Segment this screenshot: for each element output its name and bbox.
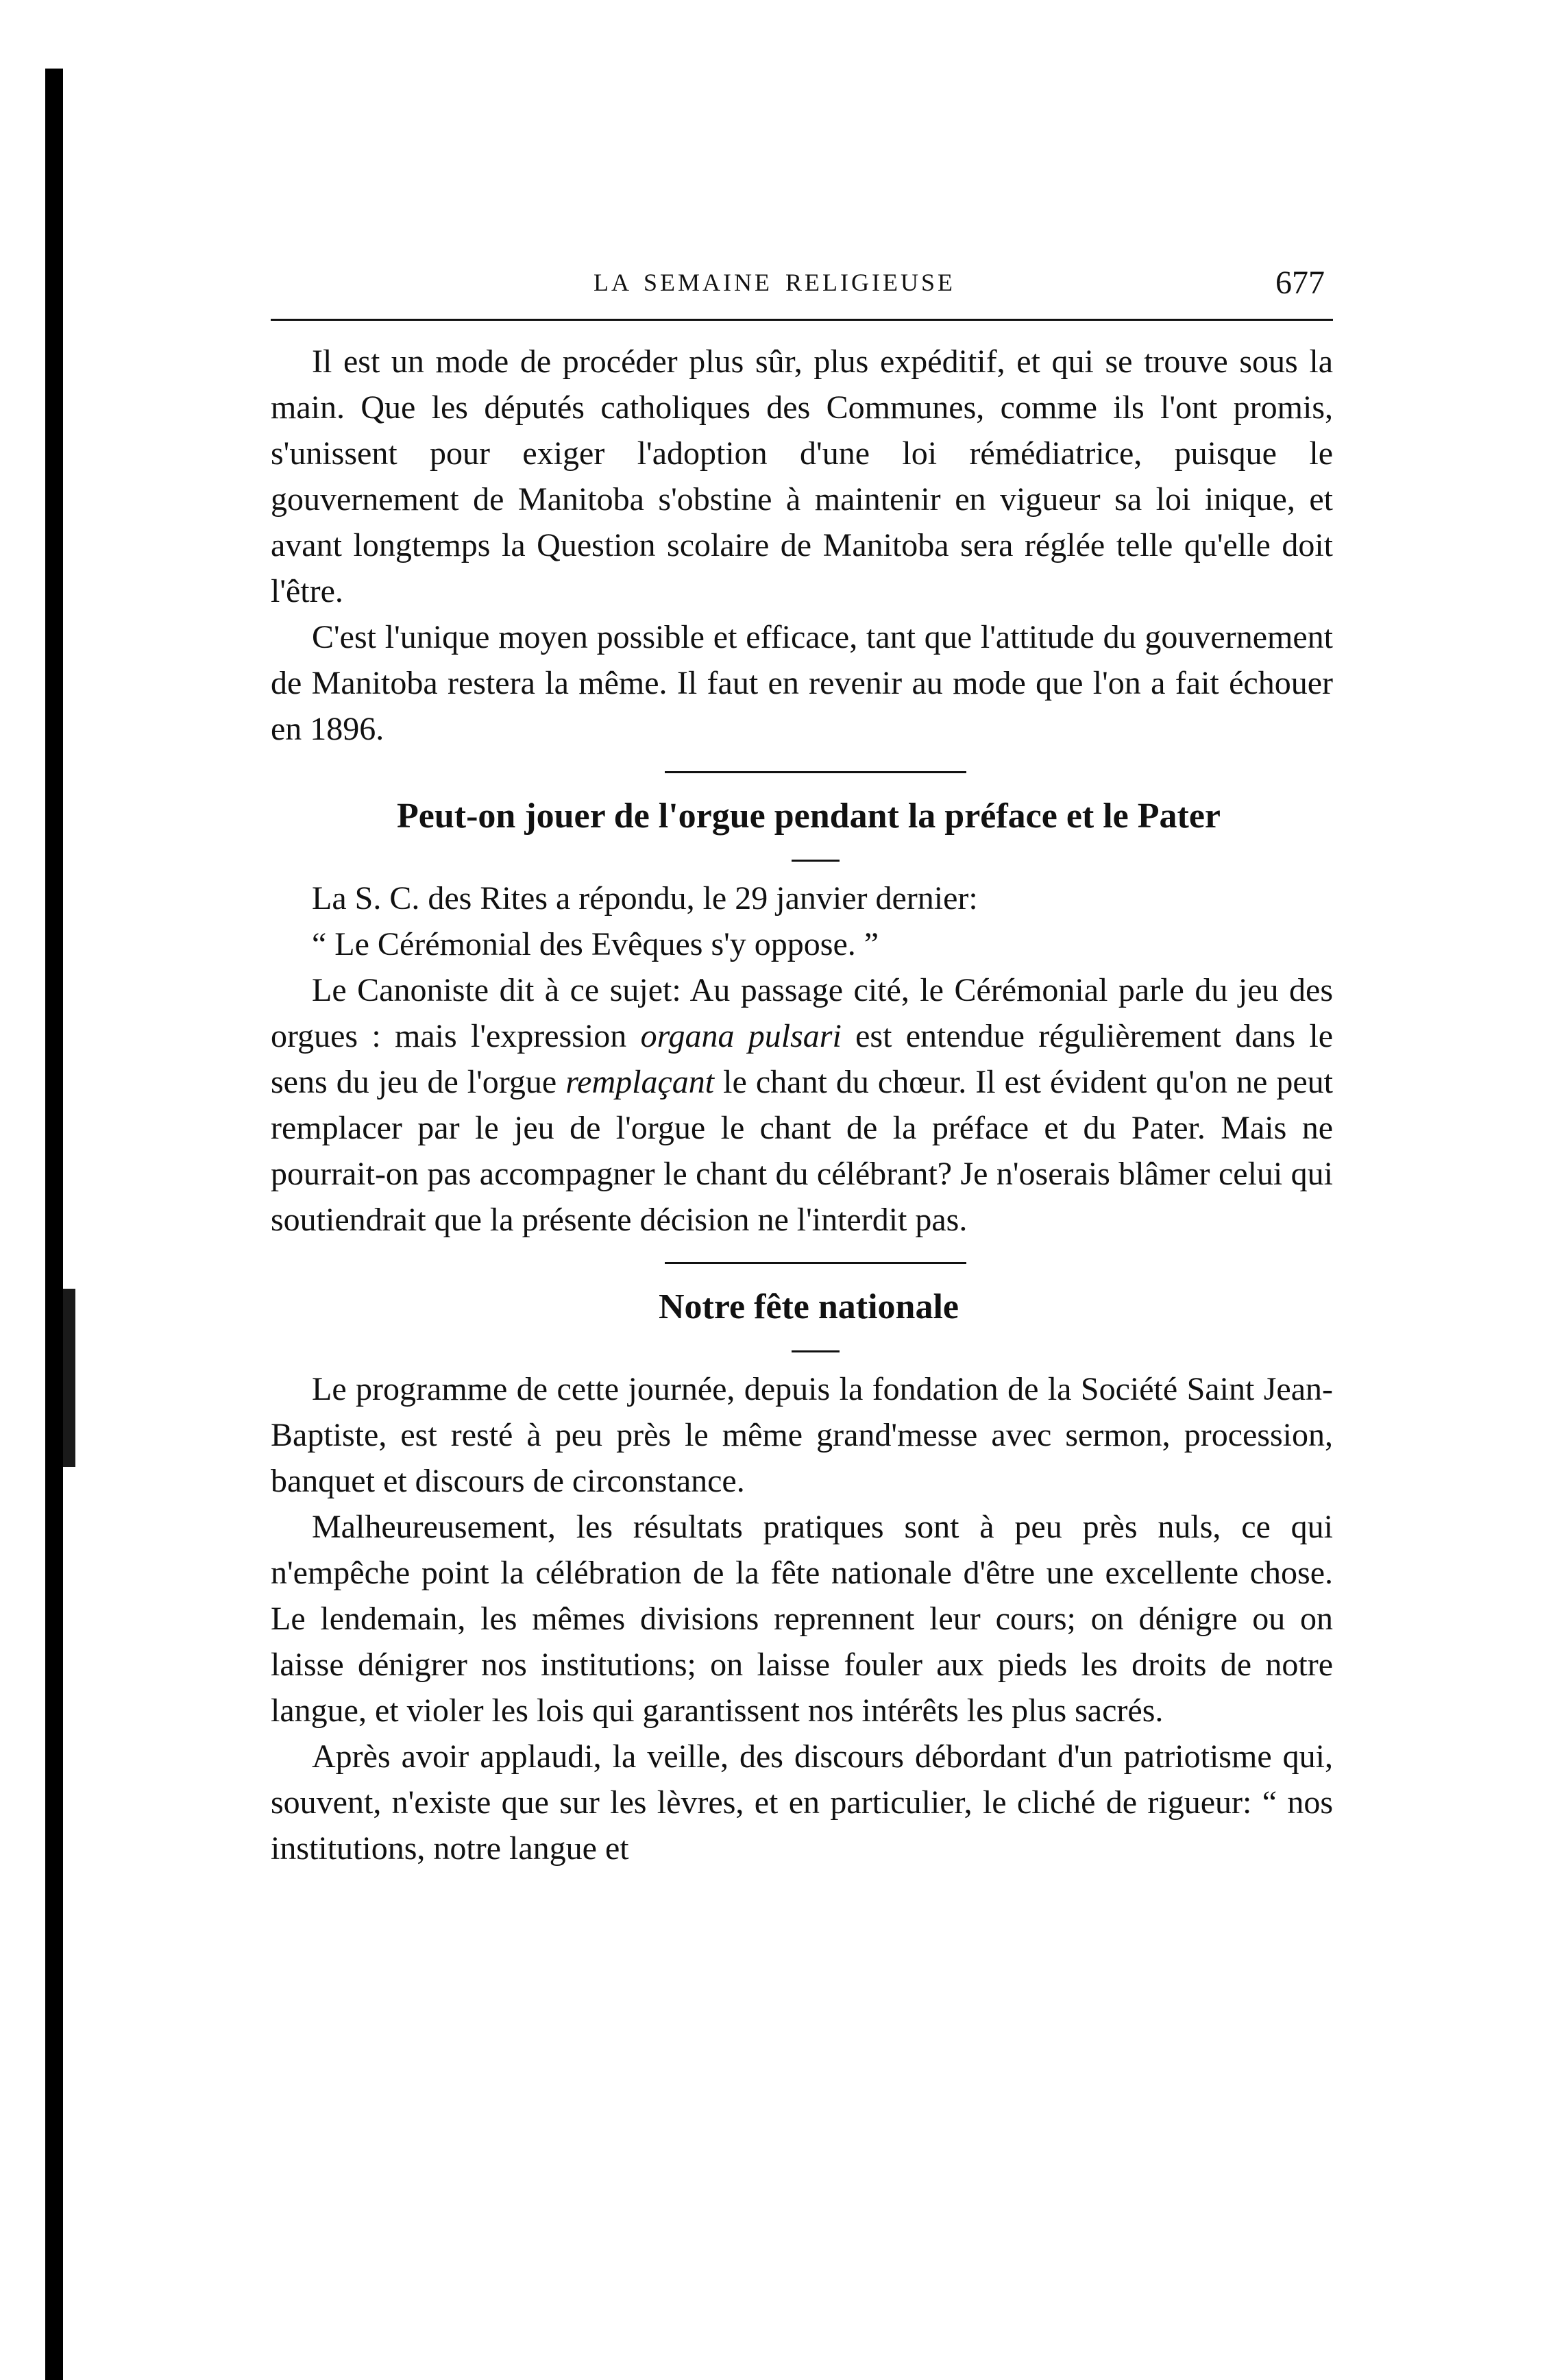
- quotation: “ Le Cérémonial des Evêques s'y oppose. ”: [312, 926, 879, 962]
- text-run: est entendue régulièrement dans le sens du jeu de l'orgue: [271, 1018, 1334, 1100]
- section-orgue: [271, 792, 1333, 1243]
- heading-rule: [792, 860, 840, 862]
- heading-rule: [792, 1350, 840, 1352]
- header-rule: [271, 319, 1333, 321]
- section-fete-nationale: [271, 1283, 1333, 1871]
- running-title: LA SEMAINE RELIGIEUSE: [594, 269, 955, 296]
- page-content: [271, 264, 1333, 1871]
- paragraph: [271, 967, 1333, 1243]
- page-binding-shadow: [63, 1289, 75, 1467]
- section-heading: Peut-on jouer de l'orgue pendant la préface et le Pater: [397, 797, 1221, 836]
- section-divider: [665, 771, 966, 773]
- paragraph: Après avoir applaudi, la veille, des discours débordant d'un patriotisme qui, souvent, n'existe que sur les lèvres, et en particulier, le cliché de rigueur: “ nos institutions, notre langue et: [271, 1738, 1333, 1867]
- page-number: 677: [1275, 265, 1325, 301]
- italic-term: remplaçant: [565, 1064, 715, 1100]
- paragraph: Le programme de cette journée, depuis la fondation de la Société Saint Jean-Baptiste, est resté à peu près le même grand'messe avec sermon, procession, banquet et discours de circonstance.: [271, 1371, 1333, 1499]
- section-manitoba: [271, 339, 1333, 752]
- italic-term: organa pulsari: [640, 1018, 842, 1054]
- paragraph: Malheureusement, les résultats pratiques sont à peu près nuls, ce qui n'empêche point la célébration de la fête nationale d'être une excellente chose. Le lendemain, les mêmes divisions reprennent leur cours; on dénigre ou on laisse dénigrer nos institutions; on laisse fouler aux pieds les droits de notre langue, et violer les lois qui garantissent nos intérêts les plus sacrés.: [271, 1509, 1333, 1729]
- section-divider: [665, 1262, 966, 1264]
- running-header: [271, 264, 1333, 319]
- section-heading: Notre fête nationale: [658, 1287, 959, 1326]
- page-binding-edge: [45, 69, 63, 2380]
- paragraph: La S. C. des Rites a répondu, le 29 janvier dernier:: [312, 880, 978, 916]
- paragraph: Il est un mode de procéder plus sûr, plus expéditif, et qui se trouve sous la main. Que les députés catholiques des Communes, comme ils l'ont promis, s'unissent pour exiger l'adoption d'une loi rémédiatrice, puisque le gouvernement de Manitoba s'obstine à maintenir en vigueur sa loi inique, et avant longtemps la Question scolaire de Manitoba sera réglée telle qu'elle doit l'être.: [271, 343, 1333, 609]
- text-run: Le Canoniste dit à ce sujet: Au passage cité, le Cérémonial parle du jeu des orgues : mais l'expression: [271, 972, 1333, 1054]
- text-run: le chant du chœur. Il est évident qu'on ne peut remplacer par le jeu de l'orgue le chant de la préface et du Pater. Mais ne pourrait-on pas accompagner le chant du célébrant? Je n'oserais blâmer celui qui soutiendrait que la présente décision ne l'interdit pas.: [271, 1064, 1334, 1238]
- paragraph: C'est l'unique moyen possible et efficace, tant que l'attitude du gouvernement de Manitoba restera la même. Il faut en revenir au mode que l'on a fait échouer en 1896.: [271, 619, 1333, 747]
